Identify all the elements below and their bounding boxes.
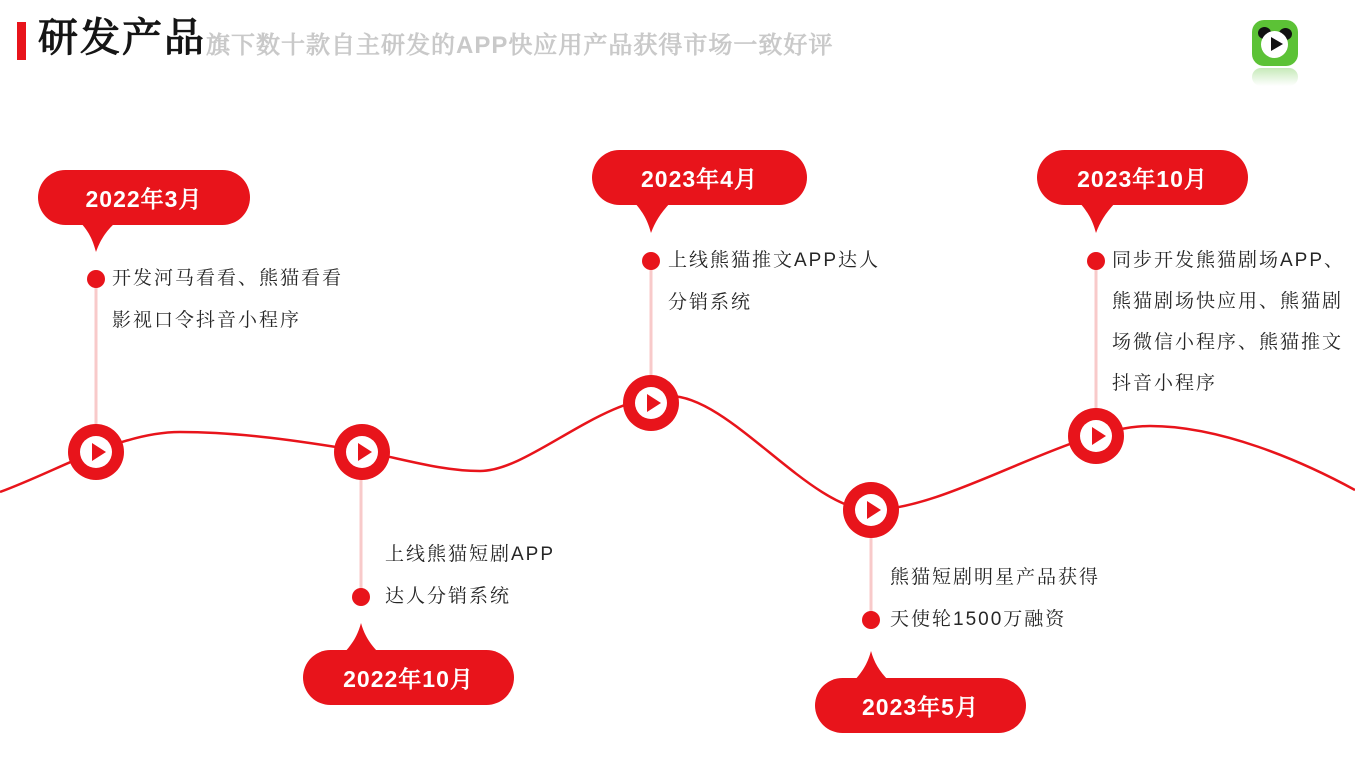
play-icon	[80, 436, 112, 468]
play-triangle	[1092, 427, 1106, 445]
bubble-tail	[854, 651, 889, 681]
bubble-tail	[344, 623, 379, 653]
milestone-text	[112, 258, 343, 342]
milestone-line: 分销系统	[668, 292, 753, 313]
bubble-tail	[635, 203, 670, 233]
play-triangle	[647, 394, 661, 412]
milestone-line: 同步开发熊猫剧场APP、	[1112, 250, 1346, 271]
play-icon	[855, 494, 887, 526]
timeline-node-1	[68, 424, 124, 480]
milestone-line: 影视口令抖音小程序	[112, 310, 302, 331]
timeline-curve	[0, 396, 1355, 510]
bubble-tail	[1080, 203, 1115, 233]
page-subtitle: 旗下数十款自主研发的APP快应用产品获得市场一致好评	[206, 32, 834, 59]
milestone-text	[385, 534, 555, 618]
page-title: 研发产品	[38, 16, 206, 60]
milestone-line: 上线熊猫推文APP达人	[668, 250, 881, 271]
play-triangle	[358, 443, 372, 461]
milestone-line: 抖音小程序	[1112, 373, 1218, 394]
milestone-text	[1112, 240, 1345, 404]
date-bubble: 2023年5月	[815, 678, 1026, 733]
milestone-text	[668, 240, 880, 324]
play-triangle	[867, 501, 881, 519]
play-icon	[635, 387, 667, 419]
milestone-line: 达人分销系统	[385, 586, 512, 607]
timeline-node-5	[1068, 408, 1124, 464]
bubble-tail	[80, 222, 116, 252]
milestone-dot	[642, 252, 660, 270]
milestone-line: 天使轮1500万融资	[890, 609, 1067, 630]
milestone-line: 上线熊猫短剧APP	[385, 544, 556, 565]
timeline-node-2	[334, 424, 390, 480]
date-bubble: 2022年3月	[38, 170, 250, 225]
timeline-node-3	[623, 375, 679, 431]
milestone-dot	[862, 611, 880, 629]
milestone-line: 熊猫短剧明星产品获得	[890, 567, 1101, 588]
date-bubble: 2023年4月	[592, 150, 807, 205]
milestone-dot	[87, 270, 105, 288]
milestone-line: 开发河马看看、熊猫看看	[112, 268, 344, 289]
date-bubble: 2022年10月	[303, 650, 514, 705]
milestone-dot	[1087, 252, 1105, 270]
milestone-line: 场微信小程序、熊猫推文	[1112, 332, 1344, 353]
play-triangle	[92, 443, 106, 461]
play-icon	[346, 436, 378, 468]
milestone-dot	[352, 588, 370, 606]
timeline-node-4	[843, 482, 899, 538]
milestone-text	[890, 557, 1100, 641]
play-icon	[1080, 420, 1112, 452]
date-bubble: 2023年10月	[1037, 150, 1248, 205]
milestone-line: 熊猫剧场快应用、熊猫剧	[1112, 291, 1344, 312]
